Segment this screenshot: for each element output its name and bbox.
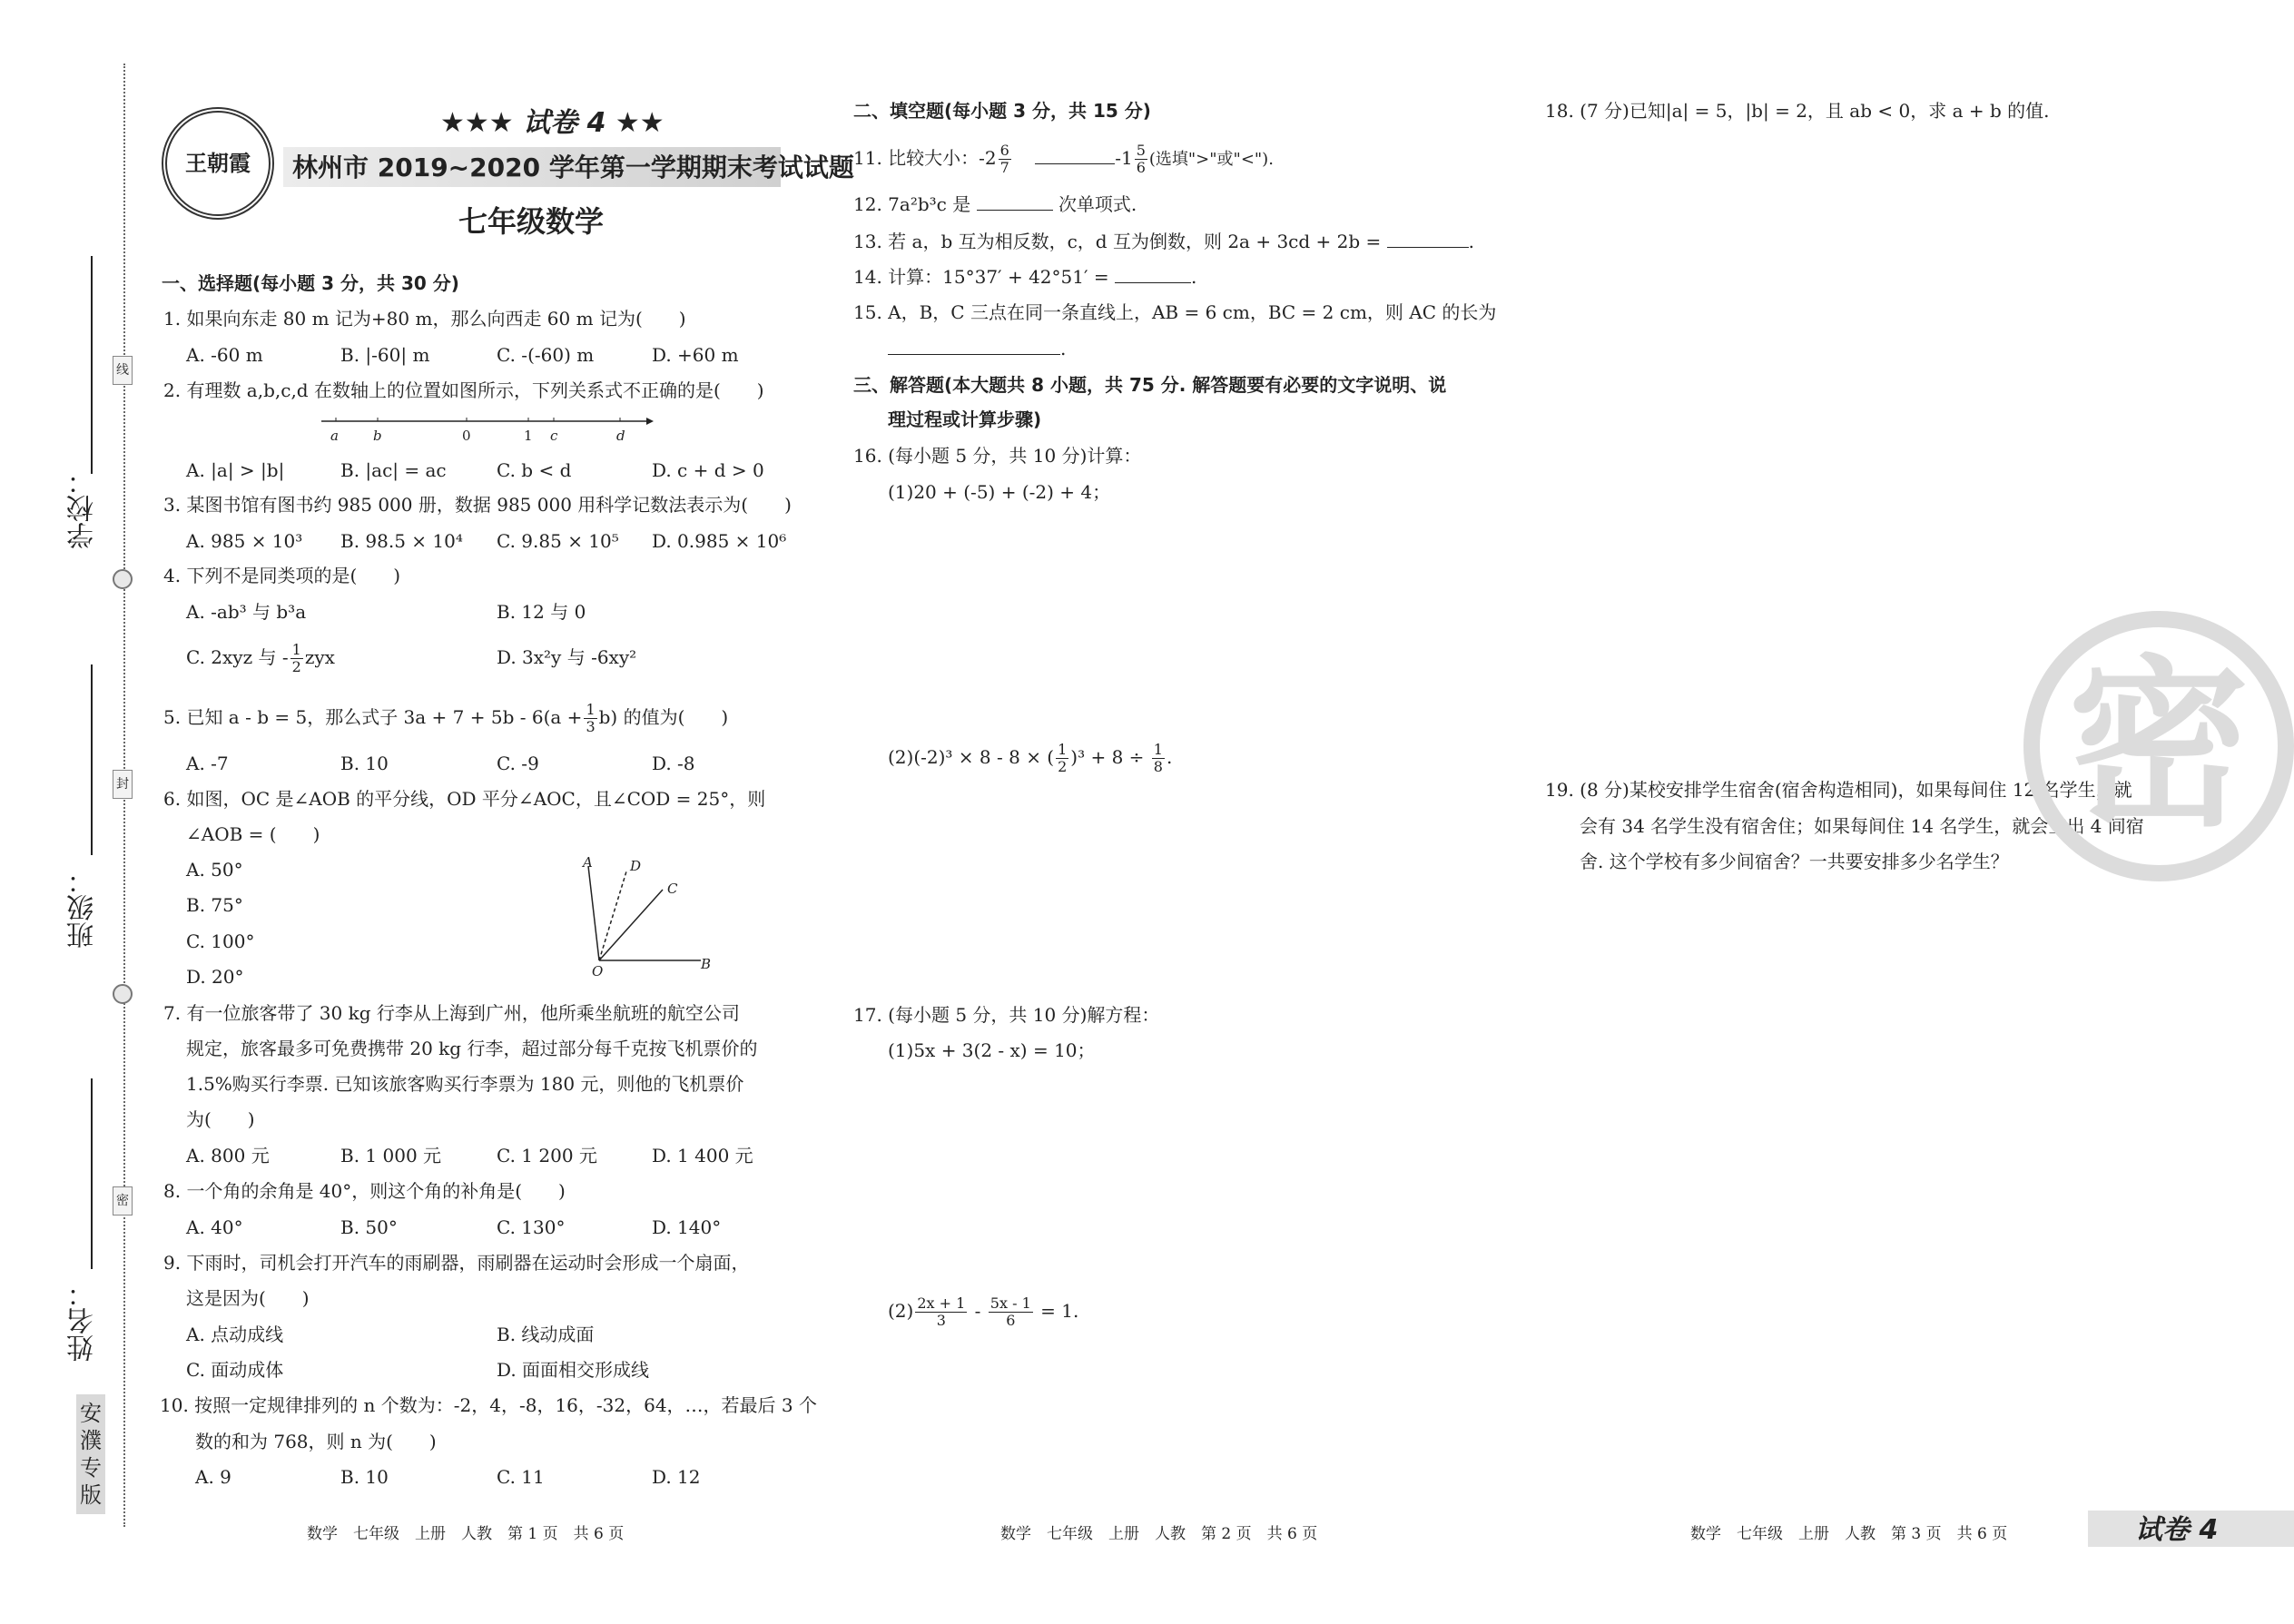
q16-fraction-2: $\frac{1}{8}$ bbox=[1153, 741, 1163, 775]
q7-option-d: D. 1 400 元 bbox=[652, 1145, 753, 1166]
q7-option-c: C. 1 200 元 bbox=[497, 1145, 597, 1166]
q4-option-c: C. 2xyz 与 - $\frac{1}{2}$ zyx bbox=[186, 641, 335, 675]
q4-fraction: $\frac{1}{2}$ bbox=[291, 641, 301, 675]
exam-title: 林州市 2019~2020 学年第一学期期末考试试题 bbox=[292, 153, 854, 182]
q10-line-2: 数的和为 768，则 n 为( ) bbox=[195, 1431, 437, 1452]
q6-label-b: B bbox=[701, 956, 712, 972]
name-label: 姓名： bbox=[67, 1280, 99, 1362]
q7-line-1: 7. 有一位旅客带了 30 kg 行李从上海到广州，他所乘坐航班的航空公司 bbox=[163, 1002, 740, 1024]
q10-option-d: D. 12 bbox=[652, 1466, 701, 1488]
q8-option-b: B. 50° bbox=[340, 1216, 398, 1238]
q7-option-a: A. 800 元 bbox=[186, 1145, 270, 1166]
section3-heading-1: 三、解答题(本大题共 8 小题，共 75 分. 解答题要有必要的文字说明、说 bbox=[853, 374, 1447, 396]
q1-option-c: C. -(-60) m bbox=[497, 344, 595, 366]
section1-heading: 一、选择题(每小题 3 分，共 30 分) bbox=[162, 272, 459, 294]
q11: 11. 比较大小：-2 $\frac{6}{7}$ -1 $\frac{5}{6}$ (选填">"或"<"). bbox=[853, 142, 1274, 176]
q15-blank[interactable] bbox=[888, 354, 1060, 355]
secret-seal-watermark bbox=[2023, 610, 2294, 882]
binding-hole bbox=[113, 984, 133, 1004]
q6-stem-2: ∠AOB = ( ) bbox=[186, 823, 320, 845]
q5-stem: 5. 已知 a - b = 5，那么式子 3a + 7 + 5b - 6(a + $\frac{1}{3}$ b) 的值为( ) bbox=[163, 701, 729, 735]
q8-stem: 8. 一个角的余角是 40°，则这个角的补角是( ) bbox=[163, 1180, 566, 1202]
q9-line-2: 这是因为( ) bbox=[186, 1287, 310, 1309]
school-label: 学校： bbox=[67, 468, 99, 549]
q7-line-3: 1.5%购买行李票. 已知该旅客购买行李票为 180 元，则他的飞机票价 bbox=[186, 1073, 744, 1095]
q16-part-2: (2)(-2)³ × 8 - 8 × ( $\frac{1}{2}$ )³ + 8 ÷ $\frac{1}{8}$ . bbox=[888, 741, 1173, 775]
q2-axis-1: 1 bbox=[524, 428, 533, 444]
q10-option-c: C. 11 bbox=[497, 1466, 545, 1488]
q6-option-a: A. 50° bbox=[186, 859, 243, 881]
q3-option-d: D. 0.985 × 10⁶ bbox=[652, 530, 787, 552]
footer-page-2: 数学 七年级 上册 人教 第 2 页 共 6 页 bbox=[1000, 1525, 1318, 1543]
name-line bbox=[91, 1078, 93, 1269]
q5-option-c: C. -9 bbox=[497, 753, 539, 774]
q9-option-c: C. 面动成体 bbox=[186, 1359, 284, 1381]
q8-option-d: D. 140° bbox=[652, 1216, 722, 1238]
q2-option-c: C. b < d bbox=[497, 459, 572, 481]
binding-box-line: 线 bbox=[113, 356, 133, 385]
q4-stem: 4. 下列不是同类项的是( ) bbox=[163, 565, 401, 586]
edition-stamp: 安濮专版 bbox=[76, 1394, 105, 1514]
section2-heading: 二、填空题(每小题 3 分，共 15 分) bbox=[853, 100, 1151, 122]
q4-option-d: D. 3x²y 与 -6xy² bbox=[497, 646, 637, 668]
q11-fraction-2: $\frac{5}{6}$ bbox=[1136, 142, 1146, 176]
q6-label-o: O bbox=[592, 963, 604, 979]
q4-option-b: B. 12 与 0 bbox=[497, 601, 586, 623]
q11-fraction-1: $\frac{6}{7}$ bbox=[999, 142, 1009, 176]
q6-label-a: A bbox=[583, 854, 593, 871]
q6-label-d: D bbox=[630, 858, 642, 874]
q13-blank[interactable] bbox=[1387, 247, 1469, 248]
q16-stem: 16. (每小题 5 分，共 10 分)计算： bbox=[853, 445, 1142, 467]
q2-number-line bbox=[318, 410, 654, 452]
binding-box-seal: 封 bbox=[113, 770, 133, 799]
logo-text: 王朝霞 bbox=[185, 150, 251, 176]
q2-option-a: A. |a| > |b| bbox=[186, 459, 285, 481]
q9-line-1: 9. 下雨时，司机会打开汽车的雨刷器，雨刷器在运动时会形成一个扇面， bbox=[163, 1252, 750, 1274]
binding-hole bbox=[113, 569, 133, 589]
q1-option-b: B. |-60| m bbox=[340, 344, 430, 366]
section3-heading-2: 理过程或计算步骤) bbox=[888, 408, 1042, 430]
q17-stem: 17. (每小题 5 分，共 10 分)解方程： bbox=[853, 1004, 1160, 1026]
binding-box-secret: 密 bbox=[113, 1186, 133, 1216]
q1-option-d: D. +60 m bbox=[652, 344, 739, 366]
q8-option-c: C. 130° bbox=[497, 1216, 566, 1238]
q18-stem: 18. (7 分)已知|a| = 5，|b| = 2，且 ab < 0，求 a + b 的值. bbox=[1545, 100, 2050, 122]
q9-option-b: B. 线动成面 bbox=[497, 1324, 595, 1345]
q12-blank[interactable] bbox=[977, 210, 1053, 211]
q19-line-1: 19. (8 分)某校安排学生宿舍(宿舍构造相同)，如果每间住 12 名学生，就 bbox=[1545, 779, 2132, 801]
q6-label-c: C bbox=[667, 881, 678, 897]
q2-axis-0: 0 bbox=[462, 428, 471, 444]
q2-option-d: D. c + d > 0 bbox=[652, 459, 764, 481]
footer-page-3: 数学 七年级 上册 人教 第 3 页 共 6 页 bbox=[1690, 1525, 2008, 1543]
q13: 13. 若 a，b 互为相反数，c，d 互为倒数，则 2a + 3cd + 2b = . bbox=[853, 231, 1475, 252]
q17-part-1: (1)5x + 3(2 - x) = 10； bbox=[888, 1039, 1096, 1061]
school-line bbox=[91, 256, 93, 474]
q14: 14. 计算：15°37′ + 42°51′ = . bbox=[853, 266, 1197, 288]
q5-option-d: D. -8 bbox=[652, 753, 695, 774]
q17-part-2: (2) $\frac{2x + 1}{3}$ - $\frac{5x - 1}{6}$ = 1. bbox=[888, 1294, 1079, 1329]
exam-badge: ★★★ 试卷 4 ★★ bbox=[440, 107, 665, 139]
q3-stem: 3. 某图书馆有图书约 985 000 册，数据 985 000 用科学记数法表示为( ) bbox=[163, 494, 792, 516]
q7-option-b: B. 1 000 元 bbox=[340, 1145, 442, 1166]
q16-part-1: (1)20 + (-5) + (-2) + 4； bbox=[888, 481, 1111, 503]
q19-line-2: 会有 34 名学生没有宿舍住；如果每间住 14 名学生，就会空出 4 间宿 bbox=[1580, 815, 2144, 837]
q7-line-4: 为( ) bbox=[186, 1108, 255, 1130]
q1-option-a: A. -60 m bbox=[186, 344, 263, 366]
q2-axis-c: c bbox=[550, 428, 558, 444]
q3-option-c: C. 9.85 × 10⁵ bbox=[497, 530, 619, 552]
q1-stem: 1. 如果向东走 80 m 记为+80 m，那么向西走 60 m 记为( ) bbox=[163, 308, 686, 330]
q10-option-b: B. 10 bbox=[340, 1466, 389, 1488]
q15-answer: . bbox=[888, 338, 1066, 359]
q8-option-a: A. 40° bbox=[186, 1216, 243, 1238]
q5-option-a: A. -7 bbox=[186, 753, 229, 774]
q16-fraction-1: $\frac{1}{2}$ bbox=[1058, 741, 1068, 775]
q10-option-a: A. 9 bbox=[195, 1466, 231, 1488]
q7-line-2: 规定，旅客最多可免费携带 20 kg 行李，超过部分每千克按飞机票价的 bbox=[186, 1038, 758, 1059]
q2-axis-b: b bbox=[373, 428, 382, 444]
q6-angle-figure bbox=[572, 844, 717, 971]
q4-option-a: A. -ab³ 与 b³a bbox=[186, 601, 307, 623]
q6-stem-1: 6. 如图，OC 是∠AOB 的平分线，OD 平分∠AOC，且∠COD = 25°，则 bbox=[163, 788, 766, 810]
q2-axis-d: d bbox=[616, 428, 625, 444]
q5-fraction: $\frac{1}{3}$ bbox=[586, 701, 596, 735]
q12: 12. 7a²b³c 是 次单项式. bbox=[853, 193, 1137, 215]
q3-option-a: A. 985 × 10³ bbox=[186, 530, 303, 552]
q6-option-c: C. 100° bbox=[186, 930, 255, 952]
q2-axis-a: a bbox=[330, 428, 339, 444]
q9-option-d: D. 面面相交形成线 bbox=[497, 1359, 650, 1381]
q17-fraction-1: $\frac{2x + 1}{3}$ bbox=[917, 1294, 966, 1329]
q6-option-b: B. 75° bbox=[186, 894, 243, 916]
class-label: 班级： bbox=[67, 867, 99, 949]
q6-option-d: D. 20° bbox=[186, 966, 244, 988]
footer-page-1: 数学 七年级 上册 人教 第 1 页 共 6 页 bbox=[307, 1525, 625, 1543]
q2-option-b: B. |ac| = ac bbox=[340, 459, 447, 481]
seal-char: 密 bbox=[2067, 640, 2250, 851]
q11-blank[interactable] bbox=[1035, 163, 1115, 164]
q2-stem: 2. 有理数 a,b,c,d 在数轴上的位置如图所示，下列关系式不正确的是( ) bbox=[163, 379, 764, 401]
subject-title: 七年级数学 bbox=[458, 204, 605, 239]
q15-stem: 15. A，B，C 三点在同一条直线上，AB = 6 cm，BC = 2 cm，则 AC 的长为 bbox=[853, 301, 1497, 323]
class-line bbox=[91, 664, 93, 855]
q10-line-1: 10. 按照一定规律排列的 n 个数为：-2，4，-8，16，-32，64，…，若最后 3 个 bbox=[160, 1394, 817, 1416]
q5-option-b: B. 10 bbox=[340, 753, 389, 774]
footer-badge: 试卷 4 bbox=[2135, 1514, 2219, 1546]
q3-option-b: B. 98.5 × 10⁴ bbox=[340, 530, 463, 552]
q19-line-3: 舍. 这个学校有多少间宿舍？一共要安排多少名学生？ bbox=[1580, 851, 2009, 872]
q14-blank[interactable] bbox=[1115, 282, 1191, 283]
q17-fraction-2: $\frac{5x - 1}{6}$ bbox=[989, 1294, 1031, 1329]
brand-logo bbox=[162, 107, 274, 220]
q9-option-a: A. 点动成线 bbox=[186, 1324, 284, 1345]
